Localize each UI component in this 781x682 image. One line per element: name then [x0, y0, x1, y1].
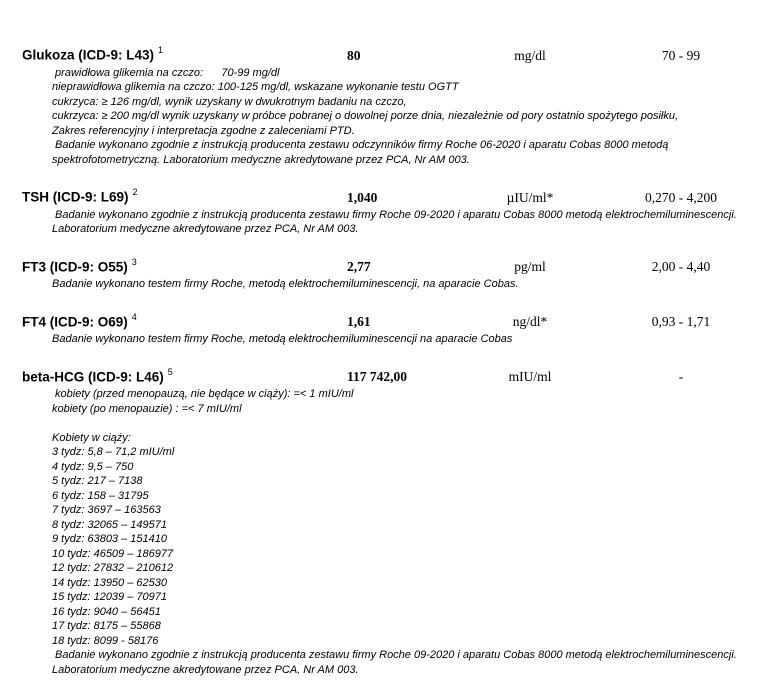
note-line: Badanie wykonano zgodnie z instrukcją producenta zestawu odczynników firmy Roche 06-2020 i aparatu Cobas 8000 metodą	[52, 139, 669, 151]
test-name	[22, 365, 347, 386]
test-unit: µIU/ml*	[506, 189, 554, 205]
footnote-ref: 1	[158, 45, 164, 55]
test-section	[22, 185, 767, 237]
test-notes	[22, 208, 767, 237]
note-line: 15 tydz: 12039 – 70971	[52, 591, 167, 603]
test-value: 2,77	[347, 259, 371, 274]
test-reference-range: 70 - 99	[661, 47, 701, 63]
test-unit: ng/dl*	[512, 314, 548, 329]
test-section	[22, 255, 767, 292]
note-line: Kobiety w ciąży:	[52, 431, 131, 444]
test-unit: mg/dl	[514, 47, 546, 63]
note-line: 4 tydz: 9,5 – 750	[52, 460, 134, 473]
note-line: 3 tydz: 5,8 – 71,2 mIU/ml	[52, 446, 175, 458]
note-line: kobiety (przed menopauzą, nie będące w ciąży): =< 1 mIU/ml	[52, 388, 354, 400]
test-section	[22, 43, 767, 167]
test-unit: mIU/ml	[508, 369, 552, 384]
test-row	[22, 365, 767, 386]
note-line: Badanie wykonano zgodnie z instrukcją producenta zestawu firmy Roche 09-2020 i aparatu Cobas 8000 metodą elektrochemiluminescencji.	[52, 649, 737, 661]
test-section	[22, 365, 767, 678]
note-line: 6 tydz: 158 – 31795	[52, 489, 149, 502]
test-reference-range: -	[678, 369, 684, 384]
test-section	[22, 310, 767, 347]
test-row	[22, 43, 767, 64]
footnote-ref: 2	[132, 187, 138, 197]
test-row	[22, 255, 767, 276]
note-line: spektrofotometryczną. Laboratorium medyczne akredytowane przez PCA, Nr AM 003.	[52, 153, 470, 166]
note-line: Badanie wykonano testem firmy Roche, metodą elektrochemiluminescencji na aparacie Cobas	[52, 333, 513, 345]
note-line: 17 tydz: 8175 – 55868	[52, 620, 161, 632]
note-line: nieprawidłowa glikemia na czczo: 100-125 mg/dl, wskazane wykonanie testu OGTT	[52, 81, 459, 93]
note-line: Laboratorium medyczne akredytowane przez PCA, Nr AM 003.	[52, 663, 359, 676]
test-unit: pg/ml	[514, 259, 546, 274]
test-value: 1,61	[347, 314, 371, 329]
test-notes	[22, 277, 767, 292]
test-name-text: FT3 (ICD-9: O55)	[22, 259, 128, 274]
test-notes	[22, 387, 767, 677]
note-line: cukrzyca: ≥ 126 mg/dl, wynik uzyskany w dwukrotnym badaniu na czczo,	[52, 95, 407, 108]
test-value: 80	[347, 47, 361, 63]
test-row	[22, 310, 767, 331]
test-name	[22, 185, 347, 206]
test-name-text: FT4 (ICD-9: O69)	[22, 314, 128, 329]
note-line: prawidłowa glikemia na czczo: 70-99 mg/dl	[52, 66, 280, 79]
note-line: 8 tydz: 32065 – 149571	[52, 518, 167, 531]
footnote-ref: 3	[131, 256, 137, 267]
test-name-text: Glukoza (ICD-9: L43)	[22, 47, 155, 63]
note-line: 14 tydz: 13950 – 62530	[52, 576, 167, 589]
test-notes	[22, 332, 767, 347]
test-reference-range: 0,93 - 1,71	[651, 314, 711, 329]
test-row	[22, 185, 767, 206]
note-line: 5 tydz: 217 – 7138	[52, 475, 143, 487]
test-name	[22, 43, 347, 64]
test-notes	[22, 66, 767, 168]
test-name	[22, 310, 347, 331]
note-line: 16 tydz: 9040 – 56451	[52, 605, 161, 618]
test-reference-range: 2,00 - 4,40	[651, 259, 711, 274]
test-reference-range: 0,270 - 4,200	[645, 189, 717, 205]
note-line: Laboratorium medyczne akredytowane przez PCA, Nr AM 003.	[52, 223, 359, 235]
test-value: 117 742,00	[347, 369, 408, 384]
test-name-text: TSH (ICD-9: L69)	[22, 189, 129, 205]
test-value: 1,040	[347, 189, 378, 205]
note-line: kobiety (po menopauzie) : =< 7 mIU/ml	[52, 402, 242, 415]
footnote-ref: 4	[131, 311, 137, 322]
footnote-ref: 5	[167, 366, 173, 377]
note-line: 18 tydz: 8099 - 58176	[52, 634, 159, 647]
note-line: 7 tydz: 3697 – 163563	[52, 504, 161, 516]
test-name	[22, 255, 347, 276]
note-line	[52, 416, 767, 431]
note-line: cukrzyca: ≥ 200 mg/dl wynik uzyskany w próbce pobranej o dowolnej porze dnia, niezależnie od pory ostatnio spożytego posiłku,	[52, 110, 679, 122]
test-name-text: beta-HCG (ICD-9: L46)	[22, 369, 164, 384]
note-line: Badanie wykonano testem firmy Roche, metodą elektrochemiluminescencji, na aparacie Cobas.	[52, 278, 519, 290]
note-line: 10 tydz: 46509 – 186977	[52, 547, 174, 560]
note-line: Badanie wykonano zgodnie z instrukcją producenta zestawu firmy Roche 09-2020 i aparatu Cobas 8000 metodą elektrochemiluminescencji.	[52, 208, 737, 221]
note-line: 9 tydz: 63803 – 151410	[52, 533, 167, 545]
note-line: Zakres referencyjny i interpretacja zgodne z zaleceniami PTD.	[52, 124, 355, 137]
note-line: 12 tydz: 27832 – 210612	[52, 562, 174, 574]
